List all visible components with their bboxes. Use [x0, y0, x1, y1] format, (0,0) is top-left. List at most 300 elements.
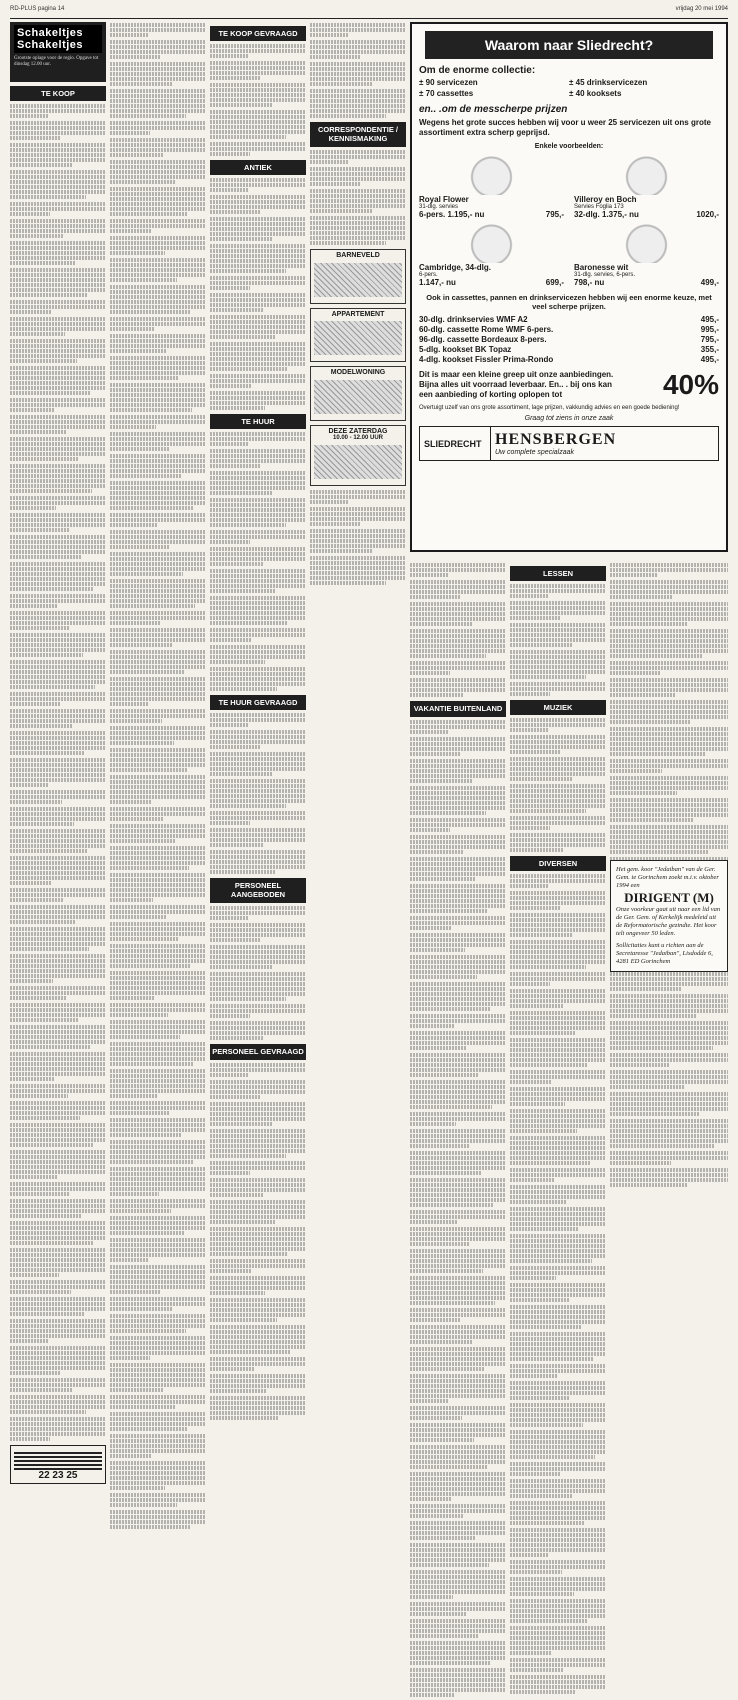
text-line [310, 67, 406, 71]
classified-ad [510, 735, 606, 754]
classified-ad [410, 563, 506, 577]
text-line [10, 680, 106, 684]
text-line [10, 528, 69, 532]
text-line [410, 1068, 506, 1072]
classified-list [110, 23, 206, 1529]
text-line [410, 1063, 506, 1067]
text-line [210, 1149, 306, 1153]
classified-list [410, 563, 506, 697]
text-line [510, 1310, 606, 1314]
text-line [10, 692, 106, 696]
text-line [510, 643, 573, 647]
classified-ad [410, 629, 506, 658]
text-line [110, 175, 206, 179]
text-line [610, 1041, 728, 1045]
text-line [610, 752, 706, 756]
text-line [110, 506, 194, 510]
text-line [410, 872, 506, 876]
classified-ad [410, 1374, 506, 1403]
text-line [210, 843, 263, 847]
classified-ad [310, 490, 406, 504]
text-line [310, 33, 348, 37]
text-line [410, 1007, 490, 1011]
text-line [110, 1182, 206, 1186]
text-line [110, 1123, 206, 1127]
text-line [10, 795, 106, 799]
text-line [210, 454, 306, 458]
text-line [510, 896, 606, 900]
classified-ad [110, 1493, 206, 1507]
text-line [210, 1102, 306, 1106]
classified-ad [410, 1570, 506, 1599]
discount-block [419, 369, 719, 401]
classified-ad [510, 1305, 606, 1329]
text-line [10, 599, 106, 603]
text-line [10, 800, 62, 804]
text-line [210, 1205, 306, 1209]
classified-ad [110, 611, 206, 625]
text-line [110, 82, 173, 86]
text-line [10, 1045, 91, 1049]
text-line [310, 177, 406, 181]
text-line [210, 330, 306, 334]
text-line [210, 965, 273, 969]
text-line [10, 1182, 106, 1186]
classified-ad [110, 709, 206, 723]
text-line [10, 582, 106, 586]
product-old: 798,- nu [574, 278, 605, 287]
text-line [210, 1416, 279, 1420]
text-line [210, 784, 306, 788]
text-line [210, 779, 306, 783]
text-line [510, 1038, 606, 1042]
text-line [210, 374, 306, 378]
text-line [210, 1200, 306, 1204]
text-line [210, 325, 306, 329]
text-line [510, 918, 606, 922]
text-line [410, 899, 506, 903]
text-line [510, 1266, 606, 1270]
text-line [110, 310, 190, 314]
text-line [10, 469, 106, 473]
text-line [210, 992, 306, 996]
text-line [410, 1210, 506, 1214]
text-line [610, 1144, 715, 1148]
text-line [10, 398, 106, 402]
text-line [10, 1128, 106, 1132]
text-line [410, 823, 506, 827]
classified-ad [210, 1080, 306, 1099]
text-line [610, 1119, 728, 1123]
classified-ad [310, 23, 406, 37]
text-line [410, 683, 506, 687]
text-line [410, 1492, 506, 1496]
text-line [210, 1014, 250, 1018]
text-line [410, 786, 506, 790]
text-line [510, 1276, 556, 1280]
text-line [110, 824, 206, 828]
text-line [510, 1337, 606, 1341]
text-line [310, 534, 406, 538]
text-line [410, 1379, 506, 1383]
text-line [510, 1234, 606, 1238]
text-line [410, 759, 506, 763]
text-line [10, 212, 50, 216]
text-line [610, 1168, 728, 1172]
text-line [610, 1036, 728, 1040]
text-line [110, 1216, 206, 1220]
classified-ad [210, 906, 306, 920]
column-3 [210, 22, 306, 1423]
classified-ad [110, 258, 206, 282]
text-line [410, 1352, 506, 1356]
text-line [510, 826, 550, 830]
text-line [210, 396, 306, 400]
text-line [110, 219, 206, 223]
text-line [510, 891, 606, 895]
text-line [510, 1259, 592, 1263]
text-line [610, 994, 728, 998]
text-line [510, 884, 548, 888]
text-line [410, 1362, 506, 1366]
dirigent-body: Onze voorkeur gaat uit naar een lid van de Ger. Gem. of Kerkelijk medeleid uit de Reformatorische gezindte. Het koor telt ongeveer 50 leden. [616, 906, 721, 937]
text-line [10, 1307, 106, 1311]
text-line [110, 1145, 206, 1149]
text-line [510, 1658, 606, 1662]
text-line [410, 1646, 506, 1650]
classified-ad [10, 300, 106, 314]
text-line [310, 539, 406, 543]
text-line [10, 185, 106, 189]
text-line [410, 1031, 506, 1035]
text-line [610, 781, 728, 785]
product-card [419, 155, 564, 219]
text-line [110, 540, 206, 544]
text-line [410, 1445, 506, 1449]
text-line [110, 670, 185, 674]
text-line [310, 94, 406, 98]
text-line [110, 964, 191, 968]
text-line [110, 1439, 206, 1443]
classified-ad [310, 507, 406, 526]
text-line [210, 638, 252, 642]
text-line [510, 655, 606, 659]
text-line [310, 566, 406, 570]
text-line [110, 55, 161, 59]
text-line [110, 1498, 206, 1502]
text-line [10, 1226, 106, 1230]
price-row [419, 325, 719, 335]
text-line [210, 1362, 306, 1366]
text-line [510, 675, 586, 679]
text-line [110, 709, 206, 713]
text-line [410, 1100, 506, 1104]
classified-ad [10, 905, 106, 924]
text-line [410, 1367, 485, 1371]
text-line [10, 327, 106, 331]
text-line [10, 261, 75, 265]
text-line [510, 1195, 606, 1199]
classified-ad [110, 1199, 206, 1213]
text-line [510, 660, 606, 664]
classified-ad [610, 798, 728, 822]
text-line [310, 204, 406, 208]
text-line [610, 693, 675, 697]
text-line [510, 687, 606, 691]
text-line [10, 1378, 106, 1382]
text-line [510, 1391, 606, 1395]
text-line [410, 1036, 506, 1040]
text-line [310, 155, 406, 159]
text-line [510, 1538, 606, 1542]
text-line [10, 1008, 106, 1012]
text-line [110, 1383, 206, 1387]
text-line [210, 645, 306, 649]
classified-list [310, 150, 406, 245]
text-line [110, 28, 206, 32]
text-line [110, 1035, 180, 1039]
text-line [410, 1264, 506, 1268]
text-line [410, 1080, 506, 1084]
classified-ad [510, 1332, 606, 1361]
text-line [210, 498, 306, 502]
classified-ad [410, 786, 506, 815]
text-line [10, 1231, 106, 1235]
text-line [310, 561, 406, 565]
text-line [310, 167, 406, 171]
text-line [210, 384, 252, 388]
collection-list [419, 78, 719, 98]
text-line [410, 877, 475, 881]
text-line [110, 322, 206, 326]
classified-ad [110, 481, 206, 510]
text-line [210, 244, 306, 248]
text-line [210, 1063, 306, 1067]
page-number: RD-PLUS pagina 14 [10, 6, 65, 12]
text-line [510, 1109, 606, 1113]
text-line [10, 643, 106, 647]
section-te-koop: TE KOOP [10, 86, 106, 101]
text-line [210, 303, 306, 307]
text-line [110, 616, 206, 620]
text-line [10, 959, 106, 963]
classified-ad [510, 1109, 606, 1133]
text-line [510, 1548, 606, 1552]
text-line [10, 256, 106, 260]
dates-banner-ad [10, 1445, 106, 1484]
text-line [210, 481, 306, 485]
classified-ad [610, 1151, 728, 1165]
text-line [610, 776, 728, 780]
text-line [110, 763, 206, 767]
classified-ad [10, 807, 106, 826]
text-line [110, 1319, 206, 1323]
text-line [10, 545, 106, 549]
text-line [110, 300, 206, 304]
classified-ad [410, 955, 506, 979]
header-rule [10, 18, 728, 19]
text-line [210, 1247, 306, 1251]
text-line [410, 1002, 506, 1006]
text-line [10, 121, 106, 125]
classified-ad [410, 1031, 506, 1050]
classified-ad [510, 1234, 606, 1263]
text-line [510, 913, 606, 917]
classified-ad [410, 916, 506, 930]
text-line [610, 813, 728, 817]
text-line [610, 617, 728, 621]
text-line [110, 1133, 182, 1137]
classified-list [510, 718, 606, 852]
text-line [410, 1085, 506, 1089]
section-vakantie-buitenland: VAKANTIE BUITENLAND [410, 701, 506, 717]
classified-ad [410, 1308, 506, 1322]
text-line [110, 1013, 168, 1017]
classified-ad [410, 1112, 506, 1126]
text-line [610, 639, 728, 643]
section-muziek: MUZIEK [510, 700, 606, 715]
classified-ad [10, 1150, 106, 1179]
classified-list [210, 44, 306, 156]
text-line [110, 1388, 163, 1392]
text-line [310, 500, 348, 504]
text-line [10, 339, 106, 343]
text-line [10, 702, 60, 706]
classified-ad [110, 383, 206, 412]
text-line [110, 349, 167, 353]
classified-ad [110, 1265, 206, 1294]
text-line [10, 822, 74, 826]
product-name: Royal Flower [419, 195, 469, 204]
classified-ad [210, 596, 306, 625]
text-line [10, 1427, 106, 1431]
text-line [410, 1394, 506, 1398]
classified-ad [210, 850, 306, 874]
text-line [510, 1141, 606, 1145]
classified-ad [310, 62, 406, 86]
text-line [510, 1516, 606, 1520]
text-line [310, 82, 373, 86]
text-line [10, 790, 106, 794]
text-line [10, 844, 106, 848]
text-line [510, 723, 606, 727]
text-line [10, 1094, 68, 1098]
classified-ad [210, 1063, 306, 1077]
text-line [510, 945, 606, 949]
text-line [210, 120, 306, 124]
text-line [410, 1472, 506, 1476]
text-line [10, 866, 106, 870]
text-line [10, 1030, 106, 1034]
classified-ad [410, 678, 506, 697]
text-line [10, 278, 106, 282]
product-image [574, 223, 719, 263]
classified-ad [110, 62, 206, 86]
text-line [410, 1374, 506, 1378]
text-line [410, 938, 506, 942]
text-line [110, 812, 206, 816]
text-line [510, 1011, 606, 1015]
text-line [410, 1347, 506, 1351]
text-line [510, 799, 606, 803]
text-line [10, 366, 106, 370]
text-line [410, 644, 506, 648]
classified-ad [110, 160, 206, 184]
text-line [110, 393, 206, 397]
text-line [110, 67, 206, 71]
text-line [210, 855, 306, 859]
text-line [510, 1599, 606, 1603]
classified-ad [610, 1070, 728, 1089]
text-line [10, 381, 106, 385]
text-line [210, 723, 248, 727]
text-line [110, 1520, 206, 1524]
text-line [110, 383, 206, 387]
text-line [10, 131, 106, 135]
text-line [110, 780, 206, 784]
text-line [210, 442, 248, 446]
text-line [410, 1129, 506, 1133]
text-line [10, 709, 106, 713]
classified-ad [510, 1266, 606, 1280]
text-line [10, 731, 106, 735]
classified-ad [10, 986, 106, 1000]
text-line [110, 655, 206, 659]
text-line [310, 507, 406, 511]
text-line [510, 1129, 577, 1133]
text-line [210, 110, 306, 114]
text-line [510, 1053, 606, 1057]
text-line [10, 910, 106, 914]
text-line [510, 1430, 606, 1434]
classified-ad [210, 217, 306, 241]
text-line [210, 745, 261, 749]
text-line [110, 1204, 206, 1208]
text-line [610, 1124, 728, 1128]
text-line [610, 563, 728, 567]
section-diversen: DIVERSEN [510, 856, 606, 871]
text-line [110, 1427, 188, 1431]
text-line [410, 909, 488, 913]
text-line [210, 757, 306, 761]
classified-ad [210, 391, 306, 410]
ad-banner: Waarom naar Sliedrecht? [425, 31, 713, 59]
text-line [210, 464, 261, 468]
text-line [110, 1258, 148, 1262]
section-te-koop-gevraagd: TE KOOP GEVRAAGD [210, 26, 306, 41]
classified-ad [510, 1364, 606, 1378]
classified-ad [510, 874, 606, 888]
text-line [210, 950, 306, 954]
text-line [410, 1286, 506, 1290]
text-line [110, 1503, 177, 1507]
classified-ad [510, 1168, 606, 1182]
text-line [10, 763, 106, 767]
text-line [410, 1193, 506, 1197]
text-line [510, 1146, 606, 1150]
text-line [10, 876, 106, 880]
text-line [210, 660, 265, 664]
classified-ad [210, 667, 306, 691]
text-line [210, 547, 306, 551]
classified-ad [10, 366, 106, 395]
text-line [410, 1590, 506, 1594]
text-line [110, 263, 206, 267]
text-line [210, 1183, 306, 1187]
text-line [110, 432, 206, 436]
text-line [410, 982, 506, 986]
text-line [410, 921, 506, 925]
